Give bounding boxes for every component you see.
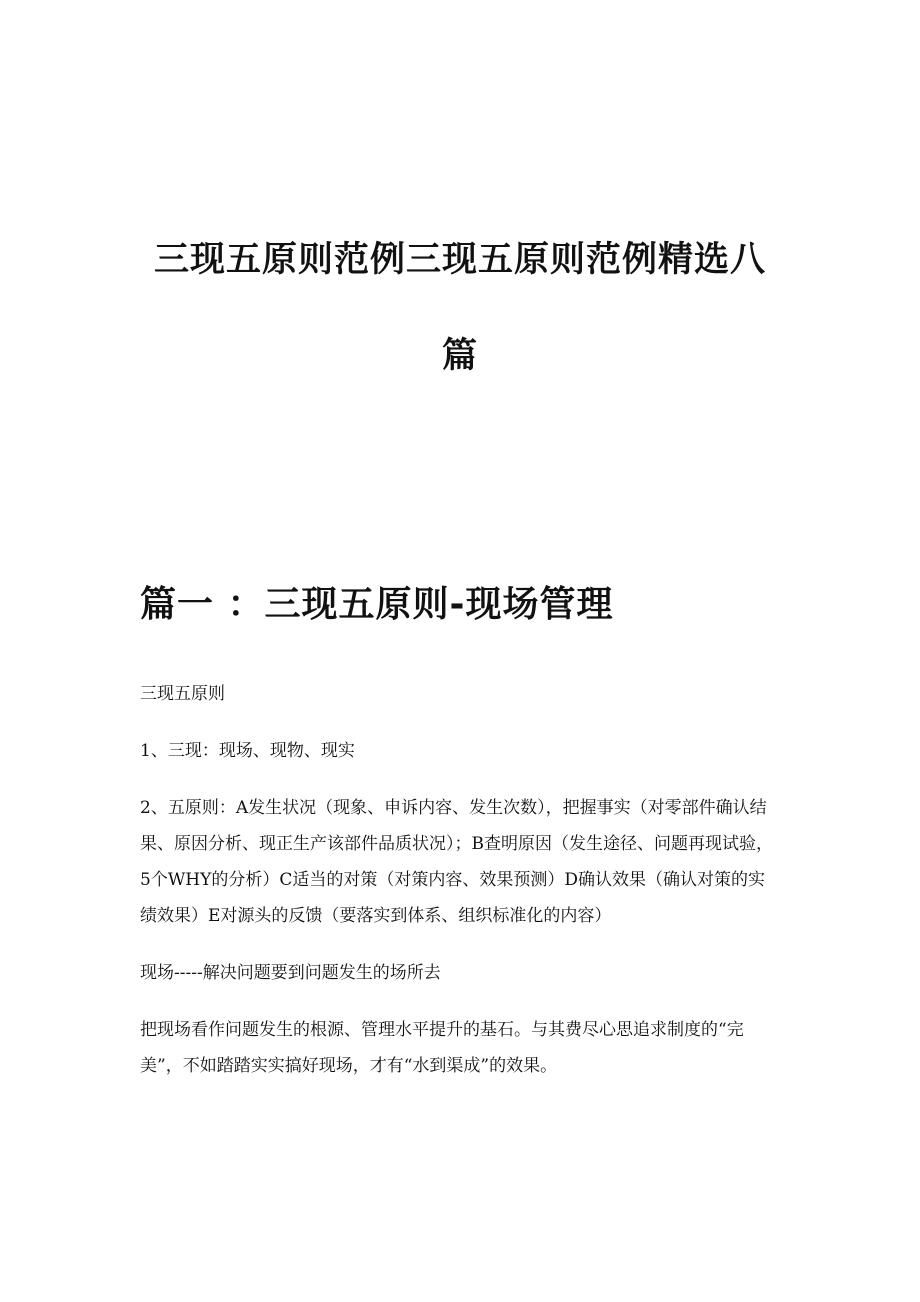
paragraph: 把现场看作问题发生的根源、管理水平提升的基石。与其费尽心思追求制度的“完美”，不如踏踏实实搞好现场，才有“水到渠成”的效果。 — [140, 1020, 744, 1076]
paragraph: 三现五原则 — [140, 684, 225, 704]
document-body — [140, 676, 780, 1105]
document-title: 三现五原则范例三现五原则范例精选八篇 — [153, 240, 766, 376]
paragraph: 2、五原则：A发生状况（现象、申诉内容、发生次数），把握事实（对零部件确认结果、原因分析、现正生产该部件品质状况）；B查明原因（发生途径、问题再现试验，5个WHY的分析）C适当的对策（对策内容、效果预测）D确认效果（确认对策的实绩效果）E对源头的反馈（要落实到体系、组织标准化的内容） — [140, 798, 773, 926]
paragraph: 1、三现：现场、现物、现实 — [140, 741, 355, 761]
section-heading: 篇一 ：三现五原则-现场管理 — [140, 584, 614, 625]
paragraph: 现场-----解决问题要到问题发生的场所去 — [140, 963, 441, 983]
